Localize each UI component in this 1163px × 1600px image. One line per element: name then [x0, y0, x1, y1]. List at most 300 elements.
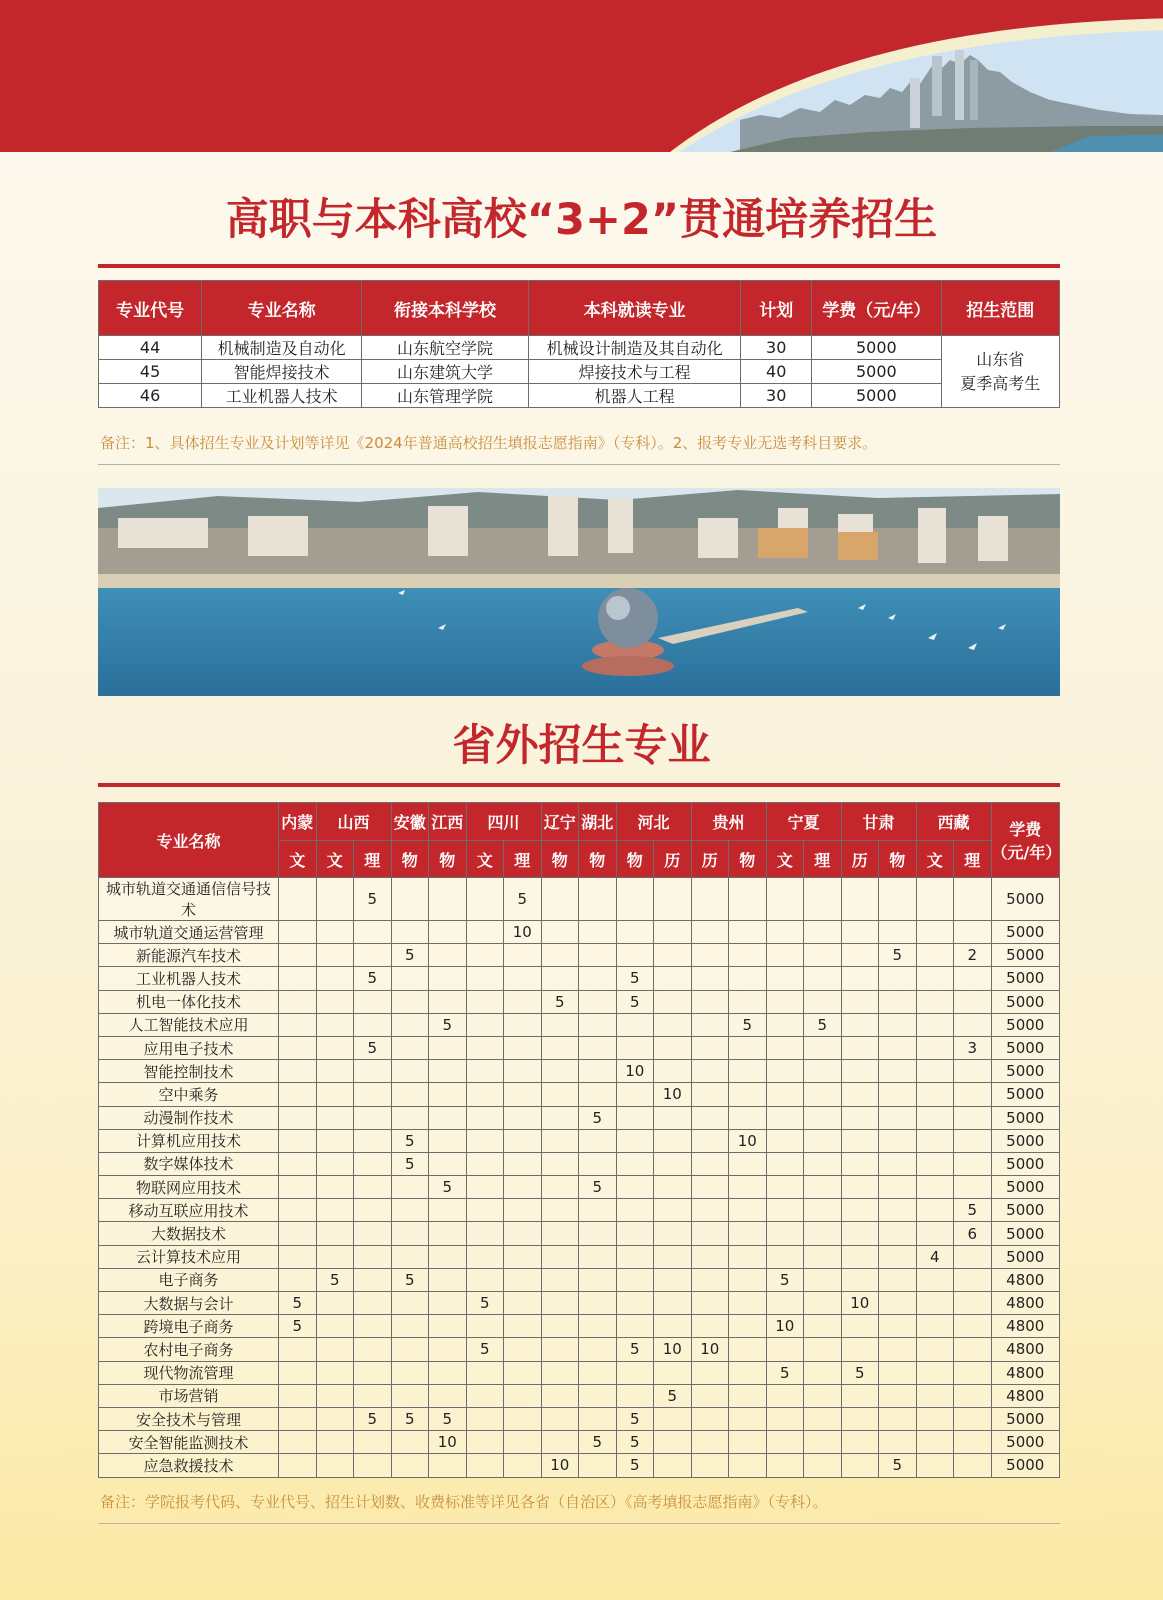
cell-plan-count [279, 1361, 317, 1384]
header-subject: 文 [766, 841, 804, 878]
cell-plan-count [429, 1036, 467, 1059]
cell-plan-count [504, 1036, 542, 1059]
cell-plan-count [954, 921, 992, 944]
header-subject: 历 [691, 841, 729, 878]
cell-tuition: 5000 [991, 1431, 1060, 1454]
cell-plan-count [654, 1245, 692, 1268]
cell-plan-count: 5 [391, 944, 429, 967]
cell-plan-count [916, 1222, 954, 1245]
cell-plan-count [541, 1315, 579, 1338]
cell-plan-count [391, 1060, 429, 1083]
cell-plan-count [841, 1083, 879, 1106]
cell-plan-count [804, 1199, 842, 1222]
cell-plan-count [841, 1199, 879, 1222]
cell-plan-count [691, 1013, 729, 1036]
cell-plan-count: 5 [729, 1013, 767, 1036]
cell-plan-count [579, 1384, 617, 1407]
cell-plan-count [504, 944, 542, 967]
cell-plan-count [354, 1199, 392, 1222]
cell-plan-count [579, 967, 617, 990]
cell-tuition: 5000 [812, 360, 941, 384]
cell-plan-count [391, 1454, 429, 1477]
cell-plan-count: 3 [954, 1036, 992, 1059]
cell-major-name: 现代物流管理 [99, 1361, 279, 1384]
header-city-image [670, 0, 1163, 152]
cell-plan-count [766, 1013, 804, 1036]
cell-plan-count [579, 1013, 617, 1036]
cell-plan-count [354, 1268, 392, 1291]
cell-plan-count [429, 878, 467, 921]
cell-plan-count [691, 1152, 729, 1175]
cell-tuition: 4800 [991, 1315, 1060, 1338]
cell-plan-count [954, 990, 992, 1013]
cell-plan-count [916, 1268, 954, 1291]
cell-plan-count: 5 [391, 1129, 429, 1152]
header-partner-school: 衔接本科学校 [362, 281, 529, 336]
cell-plan-count [879, 1199, 917, 1222]
cell-plan-count: 5 [429, 1013, 467, 1036]
cell-plan-count [654, 1176, 692, 1199]
cell-plan-count [579, 1315, 617, 1338]
cell-plan-count [729, 921, 767, 944]
cell-tuition: 5000 [991, 990, 1060, 1013]
cell-plan-count [841, 1013, 879, 1036]
cell-plan-count: 5 [391, 1407, 429, 1430]
cell-plan-count [654, 1407, 692, 1430]
cell-plan-count [354, 944, 392, 967]
cell-plan-count [541, 1060, 579, 1083]
table-row [99, 336, 1060, 360]
table-out-of-province [98, 802, 1060, 1478]
header-subject: 文 [316, 841, 354, 878]
cell-plan-count [504, 1454, 542, 1477]
cell-tuition: 5000 [991, 944, 1060, 967]
cell-plan-count [804, 967, 842, 990]
cell-plan-count: 5 [541, 990, 579, 1013]
cell-tuition: 5000 [991, 967, 1060, 990]
cell-plan-count [316, 1013, 354, 1036]
cell-plan-count [429, 1454, 467, 1477]
cell-plan-count [279, 1245, 317, 1268]
cell-plan-count [879, 990, 917, 1013]
cell-plan-count [804, 1431, 842, 1454]
cell-tuition: 5000 [991, 1083, 1060, 1106]
cell-plan-count [354, 990, 392, 1013]
cell-plan-count [579, 1454, 617, 1477]
scope-line1: 山东省 [976, 349, 1025, 369]
cell-plan-count [841, 1036, 879, 1059]
header-subject: 文 [466, 841, 504, 878]
cell-plan-count [804, 1315, 842, 1338]
cell-plan-count [841, 1176, 879, 1199]
cell-plan-count: 10 [541, 1454, 579, 1477]
table-row [99, 1013, 1060, 1036]
cell-plan-count [429, 1268, 467, 1291]
table-row [99, 384, 1060, 408]
cell-plan-count [729, 1361, 767, 1384]
cell-plan-count [504, 1106, 542, 1129]
cell-plan-count [391, 1292, 429, 1315]
cell-plan-count [316, 944, 354, 967]
cell-plan-count [391, 1106, 429, 1129]
cell-plan-count [316, 1384, 354, 1407]
cell-plan-count [504, 1315, 542, 1338]
cell-plan-count: 5 [429, 1176, 467, 1199]
cell-plan-count [541, 944, 579, 967]
cell-plan-count [279, 990, 317, 1013]
cell-plan-count [879, 1361, 917, 1384]
cell-plan-count: 5 [954, 1199, 992, 1222]
cell-plan-count [916, 1338, 954, 1361]
cell-plan-count [654, 1431, 692, 1454]
section1-note: 备注：1、具体招生专业及计划等详见《2024年普通高校招生填报志愿指南》（专科）。2、报考专业无选考科目要求。 [100, 434, 878, 452]
header-subject: 物 [879, 841, 917, 878]
cell-plan-count [616, 1222, 654, 1245]
cell-plan-count: 10 [654, 1083, 692, 1106]
cell-plan-count [429, 1384, 467, 1407]
cell-plan-count [391, 1384, 429, 1407]
cell-plan-count [616, 1036, 654, 1059]
scope-line2: 夏季高考生 [960, 373, 1041, 393]
table-row [99, 1268, 1060, 1291]
cell-plan-count [654, 1454, 692, 1477]
cell-plan-count [616, 921, 654, 944]
cell-plan-count [691, 921, 729, 944]
cell-plan-count [879, 878, 917, 921]
cell-plan-count: 10 [654, 1338, 692, 1361]
cell-plan-count [729, 1454, 767, 1477]
cell-plan-count [766, 1292, 804, 1315]
cell-plan-count [316, 1454, 354, 1477]
table-row [99, 1129, 1060, 1152]
cell-plan-count [616, 1176, 654, 1199]
cell-ug-major: 焊接技术与工程 [528, 360, 740, 384]
cell-school: 山东航空学院 [362, 336, 529, 360]
coastal-city-photo [98, 488, 1060, 696]
cell-plan-count [654, 1222, 692, 1245]
cell-plan-count [954, 1176, 992, 1199]
cell-plan-count [691, 878, 729, 921]
table-row [99, 360, 1060, 384]
cell-plan-count [766, 1338, 804, 1361]
header-province: 西藏 [916, 803, 991, 841]
cell-plan-count [879, 1407, 917, 1430]
cell-plan-count [354, 1176, 392, 1199]
cell-plan-count: 5 [354, 878, 392, 921]
cell-plan-count [916, 1036, 954, 1059]
cell-plan-count [316, 921, 354, 944]
cell-plan-count [804, 1222, 842, 1245]
cell-plan-count [691, 1199, 729, 1222]
cell-major-name: 电子商务 [99, 1268, 279, 1291]
cell-plan-count [691, 1060, 729, 1083]
cell-plan-count [804, 1338, 842, 1361]
cell-name: 智能焊接技术 [202, 360, 362, 384]
cell-plan-count [654, 1129, 692, 1152]
cell-plan: 30 [741, 384, 812, 408]
table-row [99, 990, 1060, 1013]
section1-title: 高职与本科高校“3+2”贯通培养招生 [225, 195, 938, 245]
cell-plan-count [616, 1361, 654, 1384]
cell-plan-count [916, 921, 954, 944]
cell-major-name: 农村电子商务 [99, 1338, 279, 1361]
cell-plan-count [804, 1083, 842, 1106]
cell-plan-count: 5 [354, 1407, 392, 1430]
cell-plan-count [429, 944, 467, 967]
header-scope: 招生范围 [941, 281, 1059, 336]
cell-plan-count [691, 1176, 729, 1199]
cell-scope [941, 336, 1059, 408]
cell-plan-count [654, 1268, 692, 1291]
header-province: 四川 [466, 803, 541, 841]
cell-plan-count [504, 1129, 542, 1152]
cell-plan-count [579, 1152, 617, 1175]
cell-plan-count [391, 1361, 429, 1384]
cell-plan-count [954, 1083, 992, 1106]
cell-plan-count [316, 1106, 354, 1129]
cell-plan-count [579, 1245, 617, 1268]
cell-plan-count [766, 1384, 804, 1407]
cell-plan-count [504, 1292, 542, 1315]
cell-plan-count [579, 878, 617, 921]
cell-plan-count [504, 1060, 542, 1083]
cell-plan-count [316, 1245, 354, 1268]
header-subject: 物 [429, 841, 467, 878]
cell-plan-count [804, 1152, 842, 1175]
cell-plan-count [954, 1013, 992, 1036]
cell-plan-count [466, 1013, 504, 1036]
cell-major-name: 大数据与会计 [99, 1292, 279, 1315]
cell-plan-count [691, 1454, 729, 1477]
cell-plan-count [579, 1083, 617, 1106]
table-row [99, 1431, 1060, 1454]
cell-plan-count [279, 1199, 317, 1222]
table-row [99, 944, 1060, 967]
cell-plan-count [466, 921, 504, 944]
cell-plan-count [616, 1245, 654, 1268]
header-province: 甘肃 [841, 803, 916, 841]
cell-plan-count [879, 1431, 917, 1454]
cell-plan-count [316, 1338, 354, 1361]
cell-plan-count [841, 967, 879, 990]
cell-plan-count [541, 1384, 579, 1407]
cell-plan-count [354, 1454, 392, 1477]
cell-plan-count: 2 [954, 944, 992, 967]
cell-plan-count [391, 878, 429, 921]
header-province: 辽宁 [541, 803, 579, 841]
cell-plan-count [316, 1361, 354, 1384]
cell-plan-count [729, 1292, 767, 1315]
cell-plan-count [354, 1338, 392, 1361]
cell-plan-count [916, 990, 954, 1013]
cell-major-name: 安全技术与管理 [99, 1407, 279, 1430]
cell-plan-count [729, 1152, 767, 1175]
cell-plan-count [916, 1176, 954, 1199]
cell-plan-count: 5 [354, 967, 392, 990]
cell-plan-count [279, 1176, 317, 1199]
cell-plan-count [541, 1152, 579, 1175]
cell-plan-count [616, 1292, 654, 1315]
cell-plan-count [466, 1036, 504, 1059]
cell-plan-count [691, 1315, 729, 1338]
cell-plan-count [354, 1106, 392, 1129]
cell-plan-count [279, 1338, 317, 1361]
table-row [99, 1292, 1060, 1315]
cell-major-name: 跨境电子商务 [99, 1315, 279, 1338]
cell-plan-count [316, 1222, 354, 1245]
header-subject: 文 [916, 841, 954, 878]
cell-plan-count [691, 1361, 729, 1384]
cell-plan-count [841, 1407, 879, 1430]
header-province: 贵州 [691, 803, 766, 841]
cell-plan-count [841, 1245, 879, 1268]
cell-plan-count [466, 1431, 504, 1454]
cell-plan-count [466, 1106, 504, 1129]
cell-plan-count [466, 967, 504, 990]
cell-plan-count [954, 1292, 992, 1315]
cell-major-name: 移动互联应用技术 [99, 1199, 279, 1222]
header-subject: 文 [279, 841, 317, 878]
cell-plan-count [729, 944, 767, 967]
cell-plan-count [279, 1407, 317, 1430]
table-row [99, 1060, 1060, 1083]
cell-plan-count [616, 1106, 654, 1129]
cell-plan-count [841, 1129, 879, 1152]
cell-plan-count [841, 1338, 879, 1361]
cell-plan-count: 5 [616, 990, 654, 1013]
cell-plan-count [279, 1384, 317, 1407]
header-tuition: 学费（元/年） [812, 281, 941, 336]
cell-plan-count [841, 1222, 879, 1245]
cell-plan-count [729, 1407, 767, 1430]
cell-plan-count [654, 921, 692, 944]
cell-plan-count [916, 1292, 954, 1315]
table-row [99, 1454, 1060, 1477]
cell-tuition: 4800 [991, 1361, 1060, 1384]
cell-plan-count [466, 1222, 504, 1245]
cell-plan-count [766, 1176, 804, 1199]
cell-plan-count [804, 1454, 842, 1477]
cell-plan-count [504, 1083, 542, 1106]
cell-major-name: 机电一体化技术 [99, 990, 279, 1013]
cell-plan-count [654, 1315, 692, 1338]
cell-plan-count [316, 878, 354, 921]
cell-plan-count [841, 1315, 879, 1338]
cell-plan-count [766, 1245, 804, 1268]
cell-plan-count [766, 1060, 804, 1083]
cell-plan-count [579, 1060, 617, 1083]
cell-plan-count [954, 1245, 992, 1268]
cell-plan-count: 5 [391, 1268, 429, 1291]
cell-plan-count [804, 1036, 842, 1059]
cell-plan-count: 5 [279, 1315, 317, 1338]
cell-plan-count [391, 1222, 429, 1245]
cell-tuition: 5000 [991, 1454, 1060, 1477]
cell-plan-count [579, 1407, 617, 1430]
header-subject: 理 [954, 841, 992, 878]
cell-plan-count [691, 1083, 729, 1106]
cell-plan-count [879, 1292, 917, 1315]
cell-tuition: 5000 [991, 1036, 1060, 1059]
header-tuition [991, 803, 1060, 878]
cell-plan-count [354, 1315, 392, 1338]
table-row [99, 921, 1060, 944]
cell-plan-count [804, 1060, 842, 1083]
cell-plan-count [729, 1106, 767, 1129]
cell-plan-count [316, 1083, 354, 1106]
cell-plan-count [729, 1338, 767, 1361]
table-row [99, 1338, 1060, 1361]
cell-plan-count [916, 1106, 954, 1129]
cell-plan-count [429, 967, 467, 990]
cell-major-name: 城市轨道交通通信信号技术 [99, 878, 279, 921]
header-subject: 理 [354, 841, 392, 878]
cell-plan-count: 10 [691, 1338, 729, 1361]
cell-school: 山东建筑大学 [362, 360, 529, 384]
cell-plan-count [654, 990, 692, 1013]
cell-plan-count [879, 921, 917, 944]
cell-plan-count [766, 967, 804, 990]
cell-plan-count [354, 1152, 392, 1175]
header-subject: 物 [579, 841, 617, 878]
cell-plan-count [766, 921, 804, 944]
cell-plan-count [691, 990, 729, 1013]
header-tuition-line1: 学费 [1009, 820, 1042, 839]
cell-plan-count [316, 1199, 354, 1222]
cell-code: 46 [99, 384, 202, 408]
cell-major-name: 应用电子技术 [99, 1036, 279, 1059]
cell-major-name: 数字媒体技术 [99, 1152, 279, 1175]
cell-ug-major: 机器人工程 [528, 384, 740, 408]
cell-plan-count [879, 1036, 917, 1059]
header-subject: 物 [616, 841, 654, 878]
cell-plan-count [279, 1222, 317, 1245]
table-row [99, 1361, 1060, 1384]
cell-major-name: 计算机应用技术 [99, 1129, 279, 1152]
cell-plan-count [654, 1292, 692, 1315]
cell-plan-count [504, 990, 542, 1013]
cell-plan-count [354, 1245, 392, 1268]
cell-plan-count [879, 1152, 917, 1175]
cell-plan-count [466, 1454, 504, 1477]
cell-name: 机械制造及自动化 [202, 336, 362, 360]
cell-plan-count [541, 878, 579, 921]
cell-plan-count [579, 1292, 617, 1315]
cell-plan-count [841, 1454, 879, 1477]
cell-plan-count [504, 1384, 542, 1407]
cell-plan-count [654, 1152, 692, 1175]
header-subject: 理 [804, 841, 842, 878]
cell-plan-count [279, 1129, 317, 1152]
cell-plan-count [504, 1176, 542, 1199]
header-province: 河北 [616, 803, 691, 841]
cell-tuition: 5000 [991, 1199, 1060, 1222]
cell-plan-count [879, 1129, 917, 1152]
cell-plan-count [429, 1315, 467, 1338]
cell-plan-count [654, 878, 692, 921]
cell-plan-count: 5 [616, 967, 654, 990]
cell-plan-count [316, 1292, 354, 1315]
cell-plan-count [804, 1106, 842, 1129]
cell-plan-count [504, 1338, 542, 1361]
cell-plan-count [916, 1199, 954, 1222]
cell-plan-count [316, 1036, 354, 1059]
section2-divider [98, 783, 1060, 787]
cell-plan-count [616, 1013, 654, 1036]
cell-plan-count [579, 921, 617, 944]
cell-plan-count [616, 1199, 654, 1222]
cell-plan-count [841, 1384, 879, 1407]
